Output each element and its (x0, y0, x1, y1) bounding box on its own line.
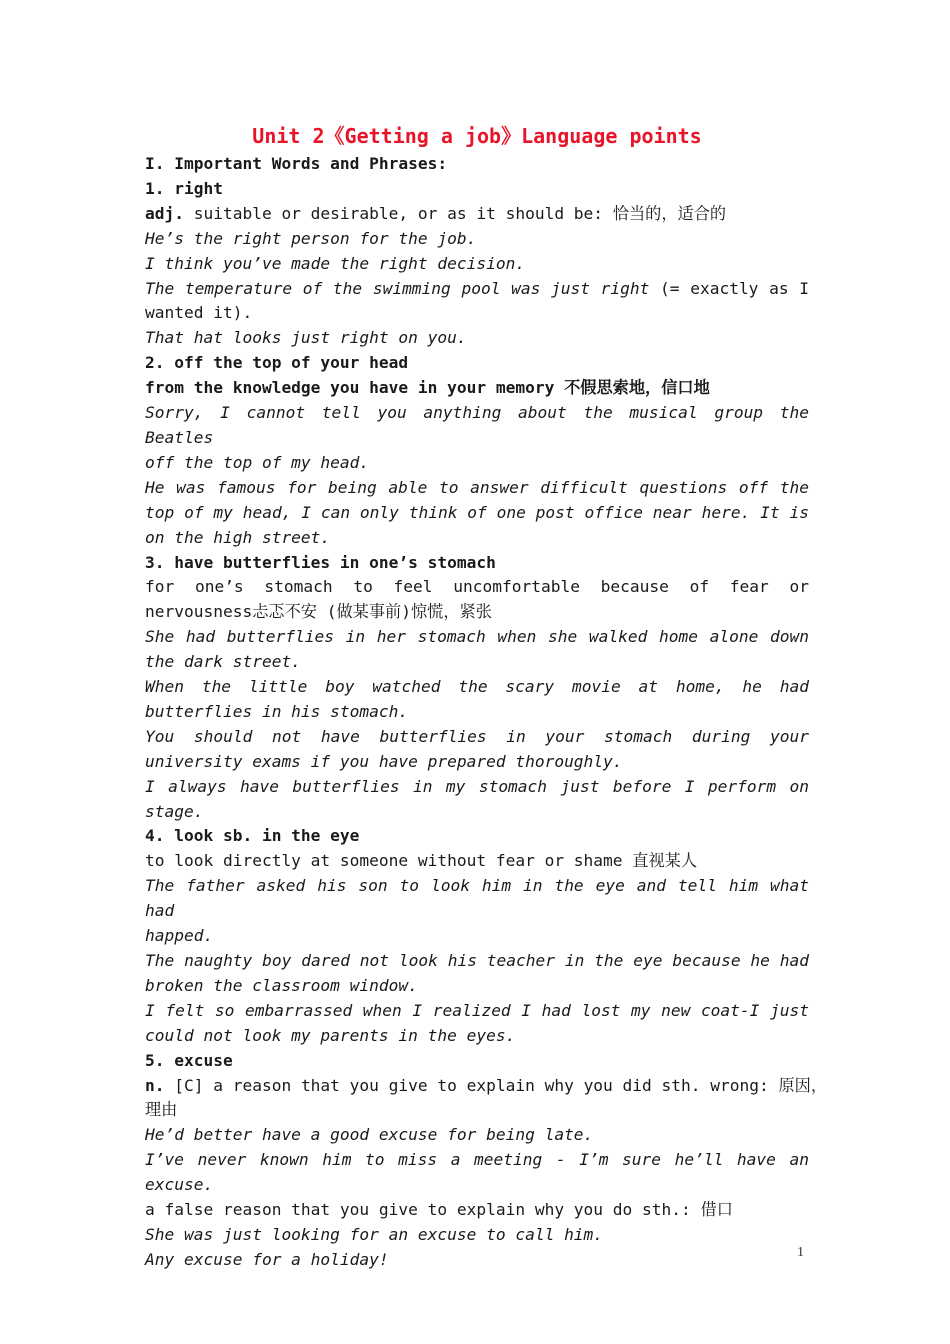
example-line: off the top of my head. (145, 452, 370, 472)
example-line: He’s the right person for the job. (145, 228, 477, 248)
example-line: When the little boy watched the scary movie at home, he had (145, 677, 809, 697)
example-line: The naughty boy dared not look his teacher in the eye because he had (145, 951, 809, 970)
example-line: The father asked his son to look him in the eye and tell him what had (145, 876, 809, 921)
definition-line: wanted it). (145, 303, 253, 323)
example-line: I felt so embarrassed when I realized I had lost my new coat-I just (145, 1000, 809, 1020)
example-line: the dark street. (145, 652, 301, 672)
example-line: could not look my parents in the eyes. (145, 1025, 516, 1045)
document-body (145, 177, 828, 1273)
document-title: Unit 2《Getting a job》Language points (252, 124, 702, 148)
heading-line: 1. right (145, 178, 223, 198)
example-line: I always have butterflies in my stomach just before I perform on (145, 776, 809, 796)
example-line: stage. (145, 801, 204, 821)
example-line: He’d better have a good excuse for being late. (145, 1125, 594, 1145)
section-heading: I. Important Words and Phrases: (145, 154, 448, 173)
heading-line: 5. excuse (145, 1050, 233, 1070)
example-line: on the high street. (145, 527, 331, 547)
example-text: The temperature of the swimming pool was just right (145, 278, 650, 298)
definition-text: [C] a reason that you give to explain why you did sth. wrong: 原因， (164, 1075, 828, 1095)
heading-line: from the knowledge you have in your memory 不假思索地，信口地 (145, 378, 710, 398)
example-line: She was just looking for an excuse to call him. (145, 1224, 604, 1244)
definition-line: a false reason that you give to explain why you do sth.: 借口 (145, 1200, 733, 1220)
example-line: excuse. (145, 1175, 214, 1195)
example-line: That hat looks just right on you. (145, 328, 467, 348)
example-line: university exams if you have prepared thoroughly. (145, 751, 623, 771)
heading-line: 4. look sb. in the eye (145, 826, 360, 846)
example-line (145, 277, 809, 302)
definition-line (145, 1074, 828, 1099)
example-line: You should not have butterflies in your stomach during your (145, 726, 809, 746)
example-line: I think you’ve made the right decision. (145, 253, 526, 273)
definition-line (145, 202, 809, 227)
example-line: butterflies in his stomach. (145, 701, 409, 721)
example-line: Sorry, I cannot tell you anything about the musical group the Beatles (145, 403, 809, 447)
example-line: top of my head, I can only think of one post office near here. It is (145, 502, 809, 522)
example-line: Any excuse for a holiday! (145, 1249, 389, 1269)
definition-line: nervousness忐忑不安 (做某事前)惊慌，紧张 (145, 602, 492, 622)
example-line: He was famous for being able to answer difficult questions off the (145, 477, 809, 497)
part-of-speech: n. (145, 1075, 165, 1095)
definition-line: 理由 (145, 1100, 178, 1120)
heading-line: 2. off the top of your head (145, 353, 409, 373)
document-page (145, 121, 828, 1273)
heading-line: 3. have butterflies in one’s stomach (145, 552, 496, 572)
example-line: happed. (145, 926, 214, 946)
definition-line: for one’s stomach to feel uncomfortable because of fear or (145, 577, 809, 597)
definition-text: suitable or desirable, or as it should be: 恰当的，适合的 (183, 203, 727, 223)
page-number: 1 (797, 1245, 804, 1260)
part-of-speech: adj. (145, 203, 184, 223)
example-line: broken the classroom window. (145, 975, 418, 995)
example-line: She had butterflies in her stomach when she walked home alone down (145, 627, 809, 647)
example-line: I’ve never known him to miss a meeting - I’m sure he’ll have an (145, 1150, 809, 1170)
gloss-text: (= exactly as I (649, 278, 809, 298)
definition-line: to look directly at someone without fear or shame 直视某人 (145, 851, 698, 871)
